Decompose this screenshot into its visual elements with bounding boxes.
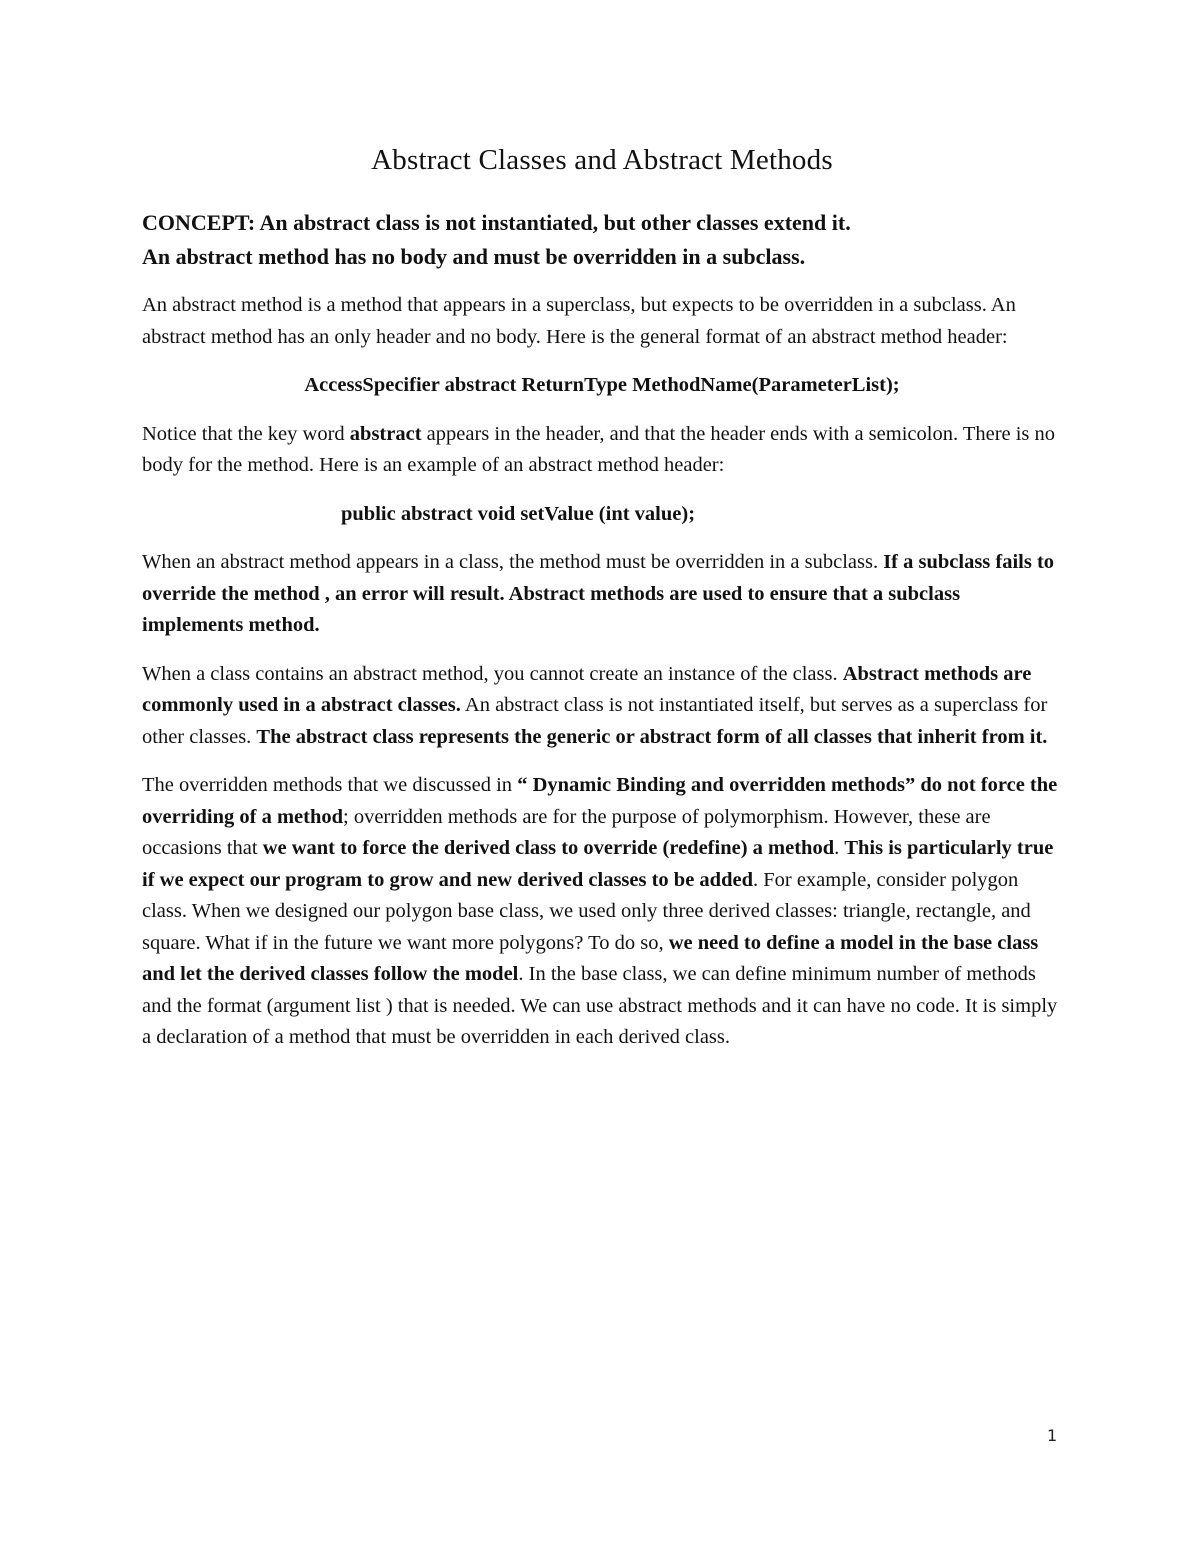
bold-segment: we want to force the derived class to override (redefine) a method: [262, 837, 835, 859]
text-segment: An abstract class is not instantiated itself, but serves as a superclass for other classes.: [142, 694, 1048, 748]
text-segment: appears in the header, and that the header ends with a semicolon. There is no body for the method. Here is an example of an abstract method header:: [142, 422, 1056, 476]
text-segment: . In the base class, we can define minimum number of methods and the format (argument list ) that is needed. We can use abstract methods and it can have no code. It is simply a declaration of a method that must be overridden in each derived class.: [142, 963, 1058, 1048]
concept-line-2: An abstract method has no body and must be overridden in a subclass.: [142, 244, 806, 269]
text-segment: .: [834, 837, 845, 859]
text-segment: The overridden methods that we discussed in: [142, 774, 518, 796]
code-general-format: AccessSpecifier abstract ReturnType MethodName(ParameterList);: [304, 374, 900, 396]
paragraph-override-requirement: [142, 547, 1062, 642]
paragraph-abstract-keyword: [142, 419, 1062, 482]
text-segment: When a class contains an abstract method, you cannot create an instance of the class.: [142, 662, 843, 685]
bold-segment: The abstract class represents the generic or abstract form of all classes that inherit from it.: [256, 725, 1048, 748]
bold-segment: “ Dynamic Binding and overridden methods” do not force the overriding of a method: [142, 774, 1058, 828]
text-segment: Notice that the key word: [142, 422, 350, 445]
keyword-abstract: abstract: [349, 422, 422, 445]
page-content: [142, 138, 1062, 1071]
bold-segment: If a subclass fails to override the method , an error will result. Abstract methods are used to ensure that a subclass implements method.: [142, 551, 1055, 636]
bold-segment: This is particularly true if we expect our program to grow and new derived classes to be added: [142, 837, 1054, 891]
page-title: Abstract Classes and Abstract Methods: [371, 144, 833, 176]
bold-segment: Abstract methods are commonly used in a abstract classes.: [142, 662, 1032, 716]
paragraph-polymorphism-example: [142, 770, 1062, 1054]
paragraph-abstract-method-definition: An abstract method is a method that appears in a superclass, but expects to be overridden in a subclass. An abstract method has an only header and no body. Here is the general format of an abstract method header:: [142, 294, 1016, 348]
code-example-header: public abstract void setValue (int value);: [341, 502, 696, 525]
text-segment: When an abstract method appears in a class, the method must be overridden in a subclass.: [142, 551, 884, 573]
bold-segment: we need to define a model in the base class and let the derived classes follow the model: [142, 931, 1039, 985]
paragraph-abstract-classes: [142, 659, 1062, 754]
page-number: 1: [1047, 1426, 1058, 1445]
concept-line-1: CONCEPT: An abstract class is not instantiated, but other classes extend it.: [142, 210, 851, 235]
text-segment: ; overridden methods are for the purpose of polymorphism. However, these are occasions that: [142, 805, 991, 859]
concept-statement: [142, 206, 1062, 274]
text-segment: . For example, consider polygon class. When we designed our polygon base class, we used only three derived classes: triangle, rectangle, and square. What if in the future we want more polygons? To do so,: [142, 868, 1031, 954]
